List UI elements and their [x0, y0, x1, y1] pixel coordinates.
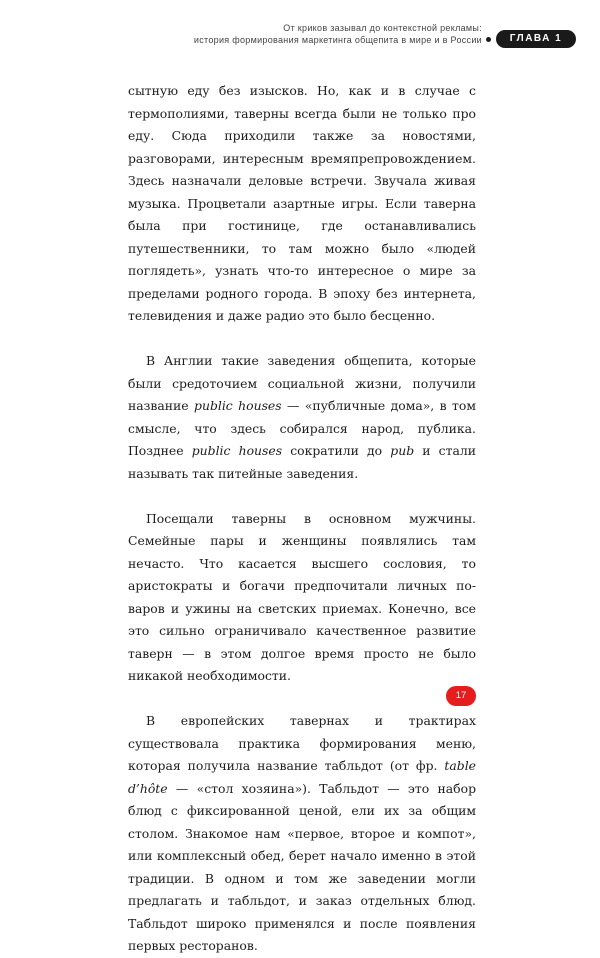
paragraph-2-text-e: сократили до — [282, 443, 391, 458]
running-header-line-2: история формирования маркетинга общепита в мире и в России — [193, 35, 482, 45]
italic-term-public-houses-2: public houses — [191, 443, 283, 458]
paragraph-2-text-c: — «публичные дома», в том смысле, что здесь собирался народ, публика. Позднее — [128, 398, 476, 458]
running-header — [152, 22, 482, 46]
paragraph-4-text-a: В европейских тавернах и трактирах существовала практика формирования меню, которая получила название табльдот (от фр. — [128, 713, 476, 773]
page-number-badge: 17 — [446, 686, 476, 706]
paragraph-4 — [128, 710, 476, 958]
italic-term-pub: pub — [390, 443, 415, 458]
paragraph-2 — [128, 350, 476, 485]
running-header-line-1: От криков зазывал до контекстной рекламы: — [283, 23, 482, 33]
paragraph-2-text-a: В Англии такие заведения общепита, которые были средоточием социальной жизни, получили название — [128, 353, 476, 413]
paragraph-2-text-g: и стали называть так питейные заведения. — [128, 443, 476, 481]
paragraph-3-text: Посещали таверны в основном мужчины. Семейные пары и женщины появлялись там нечасто. Что касается высшего сословия, то аристократы и богачи предпочитали личных поваров и ужины на светских приемах. Конечно, все это сильно ограничивало качественное развитие таверн — в этом долгое время просто не было никакой необходимости. — [128, 510, 476, 683]
chapter-badge: ГЛАВА 1 — [496, 30, 576, 48]
body-text — [128, 80, 476, 958]
italic-term-public-houses: public houses — [194, 398, 282, 413]
paragraph-4-text-c: — «стол хозяина»). Табльдот — это набор блюд с фиксированной ценой, ели их за общим столом. Знакомое нам «первое, второе и компот», или комплексный обед, берет начало именно в этой традиции. В одном и том же заведении могли предлагать и табльдот, и заказ отдельных блюд. Табльдот широко применялся и после появления первых ресторанов. — [128, 780, 476, 953]
bullet-dot-icon — [486, 37, 491, 42]
paragraph-1-text: сытную еду без изысков. Но, как и в случае с термополиями, таверны всегда были не только про еду. Сюда приходили также за новостями, разговорами, интересным времяпрепровождением. Здесь назначали деловые встречи. Звучала живая музыка. Процветали азартные игры. Если таверна была при гостинице, где останавливались путешественники, то там можно было «людей поглядеть», узнать что-то интересное о мире за пределами родного города. В эпоху без интернета, телевидения и даже радио это было бесценно. — [128, 83, 476, 323]
paragraph-3 — [128, 508, 476, 688]
paragraph-1 — [128, 80, 476, 328]
italic-term-table-dhote: table d’hôte — [128, 758, 476, 796]
